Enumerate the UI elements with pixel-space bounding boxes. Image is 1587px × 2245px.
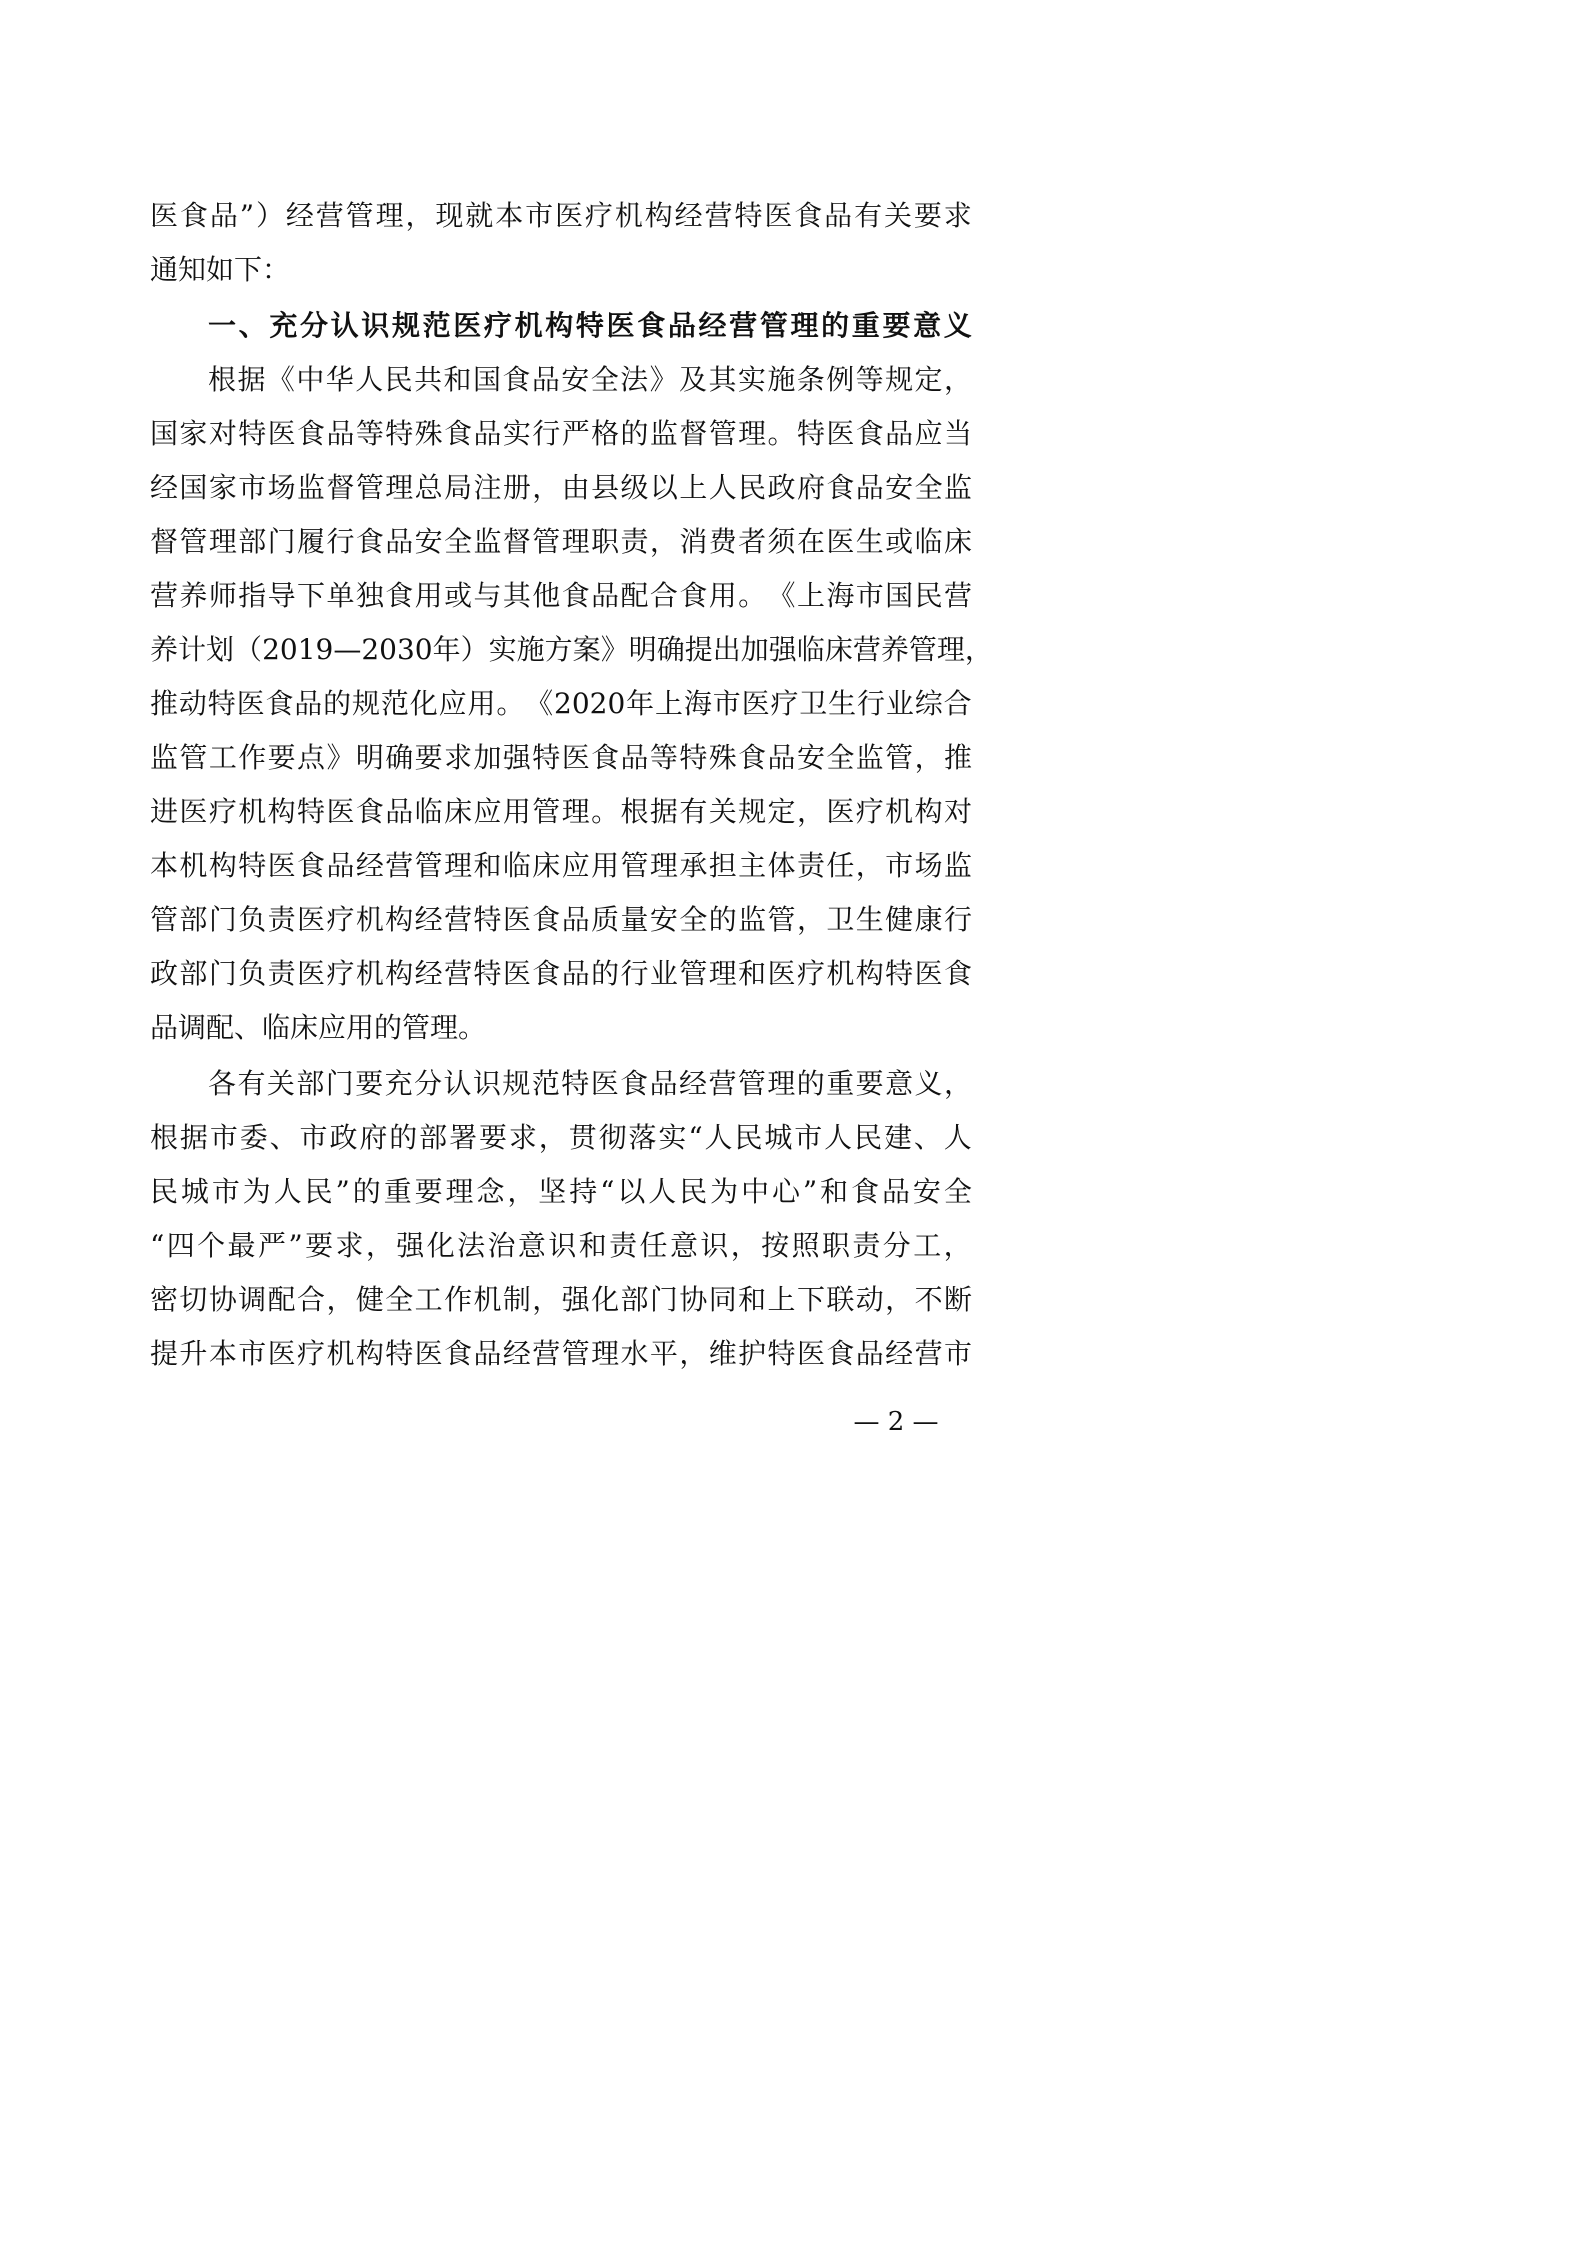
- paragraph-line: 国 家 对 特 医 食 品 等 特 殊 食 品 实 行 严 格 的 监 督 管 理 。 特 医 食 品 应 当: [150, 417, 972, 450]
- paragraph-line: 根 据 《 中 华 人 民 共 和 国 食 品 安 全 法 》 及 其 实 施 条 例 等 规 定 ，: [208, 363, 972, 396]
- paragraph-line: 经 国 家 市 场 监 督 管 理 总 局 注 册 ， 由 县 级 以 上 人 民 政 府 食 品 安 全 监: [150, 471, 972, 504]
- paragraph-line: 民 城 市 为 人 民 ” 的 重 要 理 念 ， 坚 持 “ 以 人 民 为 中 心 ” 和 食 品 安 全: [150, 1175, 972, 1208]
- paragraph-line: “ 四 个 最 严 ” 要 求 ， 强 化 法 治 意 识 和 责 任 意 识 ， 按 照 职 责 分 工 ，: [150, 1229, 972, 1262]
- paragraph-line: 政 部 门 负 责 医 疗 机 构 经 营 特 医 食 品 的 行 业 管 理 和 医 疗 机 构 特 医 食: [150, 957, 972, 990]
- paragraph-line: 本 机 构 特 医 食 品 经 营 管 理 和 临 床 应 用 管 理 承 担 主 体 责 任 ， 市 场 监: [150, 849, 972, 882]
- paragraph-line: 营 养 师 指 导 下 单 独 食 用 或 与 其 他 食 品 配 合 食 用 。 《 上 海 市 国 民 营: [150, 579, 972, 612]
- paragraph-line: 监 管 工 作 要 点 》 明 确 要 求 加 强 特 医 食 品 等 特 殊 食 品 安 全 监 管 ， 推: [150, 741, 972, 774]
- paragraph-line: 品调配、临床应用的管理。: [150, 1011, 487, 1044]
- paragraph-line: 督 管 理 部 门 履 行 食 品 安 全 监 督 管 理 职 责 ， 消 费 者 须 在 医 生 或 临 床: [150, 525, 972, 558]
- paragraph-line: 密 切 协 调 配 合 ， 健 全 工 作 机 制 ， 强 化 部 门 协 同 和 上 下 联 动 ， 不 断: [150, 1283, 972, 1316]
- paragraph-line: 提 升 本 市 医 疗 机 构 特 医 食 品 经 营 管 理 水 平 ， 维 护 特 医 食 品 经 营 市: [150, 1337, 972, 1370]
- document-page: [0, 0, 1118, 1587]
- paragraph-line: 各 有 关 部 门 要 充 分 认 识 规 范 特 医 食 品 经 营 管 理 的 重 要 意 义 ，: [208, 1067, 972, 1100]
- paragraph-line: 管 部 门 负 责 医 疗 机 构 经 营 特 医 食 品 质 量 安 全 的 监 管 ， 卫 生 健 康 行: [150, 903, 972, 936]
- paragraph-line: 根 据 市 委 、 市 政 府 的 部 署 要 求 ， 贯 彻 落 实 “ 人 民 城 市 人 民 建 、 人: [150, 1121, 972, 1154]
- body-line: 通知如下：: [150, 253, 291, 286]
- paragraph-line: 进 医 疗 机 构 特 医 食 品 临 床 应 用 管 理 。 根 据 有 关 规 定 ， 医 疗 机 构 对: [150, 795, 972, 828]
- section-heading: 一 、 充 分 认 识 规 范 医 疗 机 构 特 医 食 品 经 营 管 理 的 重 要 意 义: [208, 309, 972, 342]
- paragraph-line: 推 动 特 医 食 品 的 规 范 化 应 用 。 《 2020 年 上 海 市 医 疗 卫 生 行 业 综 合: [150, 687, 972, 720]
- body-line: 医 食 品 ” ） 经 营 管 理 ， 现 就 本 市 医 疗 机 构 经 营 特 医 食 品 有 关 要 求: [150, 199, 972, 232]
- page-number: — 2 —: [853, 1407, 939, 1437]
- paragraph-line: 养 计 划 （ 2019 — 2030 年 ） 实 施 方 案 》 明 确 提 出 加 强 临 床 营 养 管 理 ，: [150, 633, 993, 666]
